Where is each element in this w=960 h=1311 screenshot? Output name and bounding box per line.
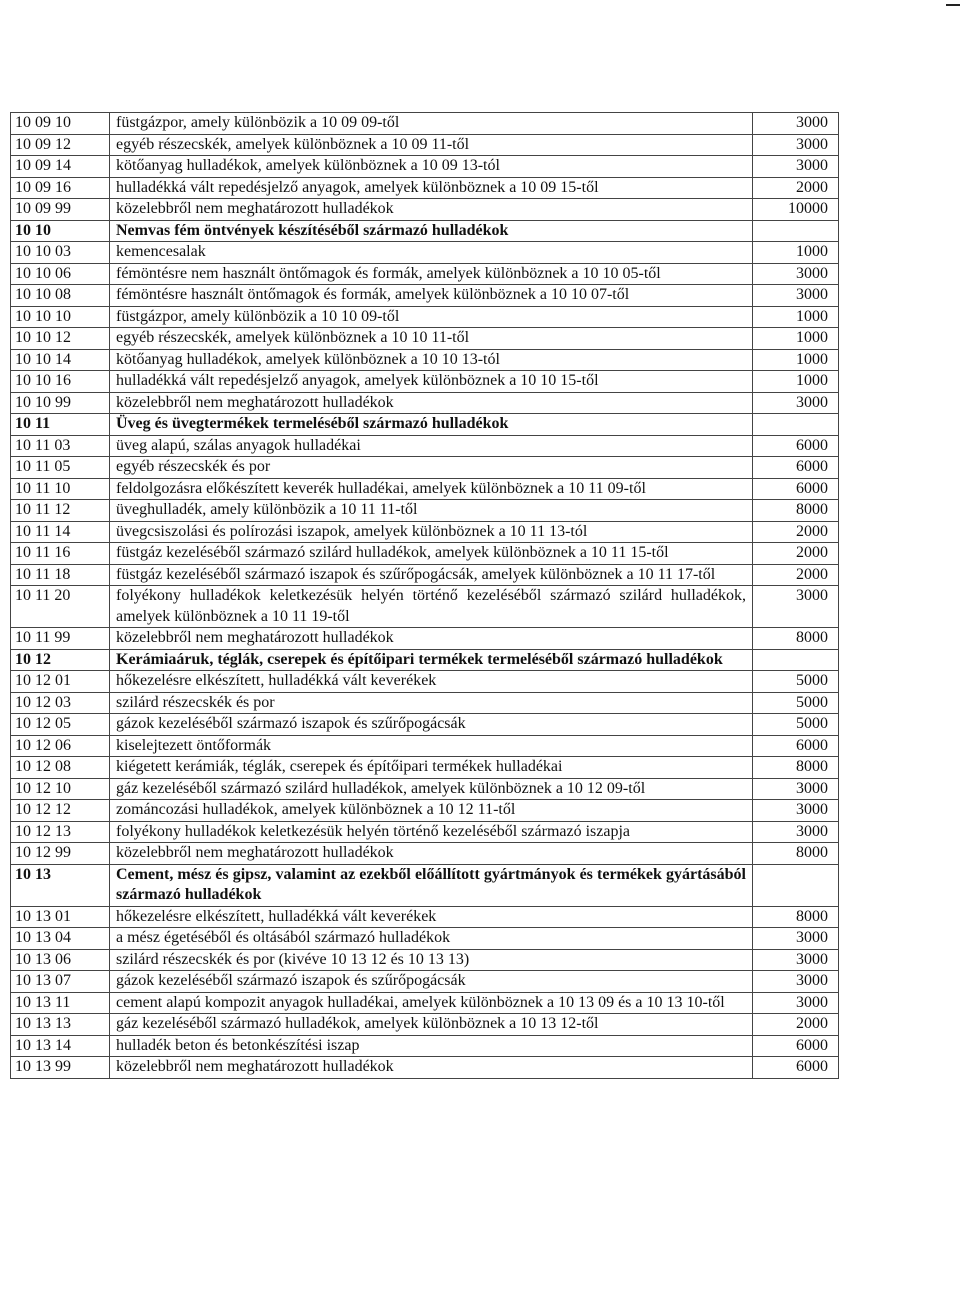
quantity-cell: 6000 — [753, 1035, 839, 1057]
waste-code-cell: 10 12 13 — [11, 821, 110, 843]
description-cell: közelebbről nem meghatározott hulladékok — [110, 199, 753, 221]
waste-code-cell: 10 09 10 — [11, 113, 110, 135]
waste-code-cell: 10 11 16 — [11, 543, 110, 565]
waste-code-cell: 10 13 99 — [11, 1057, 110, 1079]
table-row — [11, 306, 839, 328]
table-row — [11, 521, 839, 543]
table-row — [11, 714, 839, 736]
description-cell: feldolgozásra előkészített keverék hulladékai, amelyek különböznek a 10 11 09-től — [110, 478, 753, 500]
waste-code-cell: 10 10 08 — [11, 285, 110, 307]
quantity-cell: 8000 — [753, 906, 839, 928]
table-row — [11, 971, 839, 993]
waste-code-cell: 10 13 06 — [11, 949, 110, 971]
quantity-cell: 1000 — [753, 371, 839, 393]
quantity-cell: 6000 — [753, 478, 839, 500]
description-cell: gázok kezeléséből származó iszapok és szűrőpogácsák — [110, 971, 753, 993]
waste-code-cell: 10 09 99 — [11, 199, 110, 221]
quantity-cell: 6000 — [753, 435, 839, 457]
description-cell: gáz kezeléséből származó szilárd hulladékok, amelyek különböznek a 10 12 09-től — [110, 778, 753, 800]
waste-code-cell: 10 12 06 — [11, 735, 110, 757]
description-cell: folyékony hulladékok keletkezésük helyén történő kezeléséből származó szilárd hulladékok, amelyek különböznek a 10 11 19-től — [110, 586, 753, 628]
description-cell: közelebbről nem meghatározott hulladékok — [110, 1057, 753, 1079]
waste-code-cell: 10 09 12 — [11, 134, 110, 156]
description-cell: zománcozási hulladékok, amelyek különböznek a 10 12 11-től — [110, 800, 753, 822]
table-row — [11, 371, 839, 393]
waste-code-cell: 10 13 01 — [11, 906, 110, 928]
table-row — [11, 800, 839, 822]
table-row — [11, 1014, 839, 1036]
description-cell: egyéb részecskék, amelyek különböznek a 10 10 11-től — [110, 328, 753, 350]
quantity-cell: 1000 — [753, 242, 839, 264]
description-cell: hőkezelésre elkészített, hulladékká vált keverékek — [110, 671, 753, 693]
description-cell: a mész égetéséből és oltásából származó hulladékok — [110, 928, 753, 950]
table-row — [11, 692, 839, 714]
quantity-cell: 3000 — [753, 778, 839, 800]
quantity-cell: 3000 — [753, 263, 839, 285]
waste-code-cell: 10 12 03 — [11, 692, 110, 714]
description-cell: füstgáz kezeléséből származó iszapok és szűrőpogácsák, amelyek különböznek a 10 11 17-től — [110, 564, 753, 586]
quantity-cell: 3000 — [753, 971, 839, 993]
waste-code-cell: 10 10 — [11, 220, 110, 242]
quantity-cell: 6000 — [753, 457, 839, 479]
quantity-cell: 5000 — [753, 714, 839, 736]
quantity-cell: 2000 — [753, 1014, 839, 1036]
description-cell: hulladékká vált repedésjelző anyagok, amelyek különböznek a 10 10 15-től — [110, 371, 753, 393]
description-cell: kemencesalak — [110, 242, 753, 264]
waste-code-cell: 10 10 16 — [11, 371, 110, 393]
description-cell: közelebbről nem meghatározott hulladékok — [110, 392, 753, 414]
table-row — [11, 778, 839, 800]
table-row — [11, 671, 839, 693]
quantity-cell — [753, 414, 839, 436]
quantity-cell: 2000 — [753, 521, 839, 543]
waste-code-cell: 10 11 — [11, 414, 110, 436]
quantity-cell: 3000 — [753, 949, 839, 971]
table-row — [11, 263, 839, 285]
waste-code-table — [10, 112, 839, 1079]
table-row — [11, 328, 839, 350]
table-row — [11, 199, 839, 221]
quantity-cell: 5000 — [753, 692, 839, 714]
table-row — [11, 564, 839, 586]
section-header-row — [11, 220, 839, 242]
quantity-cell — [753, 649, 839, 671]
quantity-cell: 2000 — [753, 543, 839, 565]
table-row — [11, 757, 839, 779]
table-row — [11, 156, 839, 178]
table-row — [11, 177, 839, 199]
waste-code-cell: 10 13 04 — [11, 928, 110, 950]
quantity-cell: 10000 — [753, 199, 839, 221]
page-corner-mark — [946, 4, 960, 6]
description-cell: füstgázpor, amely különbözik a 10 10 09-től — [110, 306, 753, 328]
waste-code-cell: 10 12 99 — [11, 843, 110, 865]
waste-code-cell: 10 11 12 — [11, 500, 110, 522]
quantity-cell: 8000 — [753, 500, 839, 522]
table-row — [11, 478, 839, 500]
quantity-cell: 3000 — [753, 586, 839, 628]
quantity-cell: 8000 — [753, 628, 839, 650]
description-cell: Cement, mész és gipsz, valamint az ezekből előállított gyártmányok és termékek gyártásából származó hulladékok — [110, 864, 753, 906]
description-cell: Kerámiaáruk, téglák, cserepek és építőipari termékek termeléséből származó hulladékok — [110, 649, 753, 671]
waste-code-cell: 10 12 10 — [11, 778, 110, 800]
description-cell: gázok kezeléséből származó iszapok és szűrőpogácsák — [110, 714, 753, 736]
waste-code-cell: 10 11 99 — [11, 628, 110, 650]
section-header-row — [11, 864, 839, 906]
quantity-cell: 8000 — [753, 843, 839, 865]
description-cell: fémöntésre nem használt öntőmagok és formák, amelyek különböznek a 10 10 05-től — [110, 263, 753, 285]
description-cell: üveg alapú, szálas anyagok hulladékai — [110, 435, 753, 457]
table-row — [11, 285, 839, 307]
description-cell: egyéb részecskék és por — [110, 457, 753, 479]
table-row — [11, 134, 839, 156]
quantity-cell: 3000 — [753, 113, 839, 135]
waste-code-cell: 10 11 10 — [11, 478, 110, 500]
waste-code-cell: 10 11 20 — [11, 586, 110, 628]
waste-code-cell: 10 12 — [11, 649, 110, 671]
table-row — [11, 113, 839, 135]
description-cell: szilárd részecskék és por — [110, 692, 753, 714]
description-cell: Nemvas fém öntvények készítéséből származó hulladékok — [110, 220, 753, 242]
waste-code-cell: 10 12 12 — [11, 800, 110, 822]
description-cell: kiégetett kerámiák, téglák, cserepek és építőipari termékek hulladékai — [110, 757, 753, 779]
description-cell: folyékony hulladékok keletkezésük helyén történő kezeléséből származó iszapja — [110, 821, 753, 843]
description-cell: kiselejtezett öntőformák — [110, 735, 753, 757]
table-row — [11, 928, 839, 950]
description-cell: hulladék beton és betonkészítési iszap — [110, 1035, 753, 1057]
quantity-cell — [753, 864, 839, 906]
description-cell: fémöntésre használt öntőmagok és formák, amelyek különböznek a 10 10 07-től — [110, 285, 753, 307]
waste-code-cell: 10 11 18 — [11, 564, 110, 586]
quantity-cell: 1000 — [753, 306, 839, 328]
waste-code-cell: 10 10 12 — [11, 328, 110, 350]
waste-code-cell: 10 10 06 — [11, 263, 110, 285]
quantity-cell: 1000 — [753, 328, 839, 350]
description-cell: kötőanyag hulladékok, amelyek különböznek a 10 10 13-tól — [110, 349, 753, 371]
description-cell: közelebbről nem meghatározott hulladékok — [110, 843, 753, 865]
waste-code-cell: 10 13 — [11, 864, 110, 906]
waste-code-cell: 10 13 14 — [11, 1035, 110, 1057]
quantity-cell: 2000 — [753, 177, 839, 199]
quantity-cell: 6000 — [753, 1057, 839, 1079]
waste-code-cell: 10 11 05 — [11, 457, 110, 479]
quantity-cell: 5000 — [753, 671, 839, 693]
waste-code-cell: 10 11 14 — [11, 521, 110, 543]
description-cell: füstgáz kezeléséből származó szilárd hulladékok, amelyek különböznek a 10 11 15-től — [110, 543, 753, 565]
table-row — [11, 392, 839, 414]
waste-code-cell: 10 12 08 — [11, 757, 110, 779]
section-header-row — [11, 414, 839, 436]
waste-code-cell: 10 13 11 — [11, 992, 110, 1014]
table-row — [11, 457, 839, 479]
description-cell: kötőanyag hulladékok, amelyek különböznek a 10 09 13-tól — [110, 156, 753, 178]
table-row — [11, 906, 839, 928]
waste-code-cell: 10 10 14 — [11, 349, 110, 371]
waste-code-cell: 10 13 13 — [11, 1014, 110, 1036]
quantity-cell: 3000 — [753, 285, 839, 307]
description-cell: egyéb részecskék, amelyek különböznek a 10 09 11-től — [110, 134, 753, 156]
quantity-cell: 1000 — [753, 349, 839, 371]
description-cell: hőkezelésre elkészített, hulladékká vált keverékek — [110, 906, 753, 928]
description-cell: füstgázpor, amely különbözik a 10 09 09-től — [110, 113, 753, 135]
quantity-cell: 3000 — [753, 821, 839, 843]
waste-code-cell: 10 13 07 — [11, 971, 110, 993]
table-row — [11, 735, 839, 757]
section-header-row — [11, 649, 839, 671]
waste-code-cell: 10 11 03 — [11, 435, 110, 457]
table-row — [11, 543, 839, 565]
waste-code-cell: 10 09 14 — [11, 156, 110, 178]
description-cell: hulladékká vált repedésjelző anyagok, amelyek különböznek a 10 09 15-től — [110, 177, 753, 199]
quantity-cell: 3000 — [753, 928, 839, 950]
table-row — [11, 586, 839, 628]
description-cell: szilárd részecskék és por (kivéve 10 13 12 és 10 13 13) — [110, 949, 753, 971]
waste-code-cell: 10 10 99 — [11, 392, 110, 414]
quantity-cell: 3000 — [753, 992, 839, 1014]
quantity-cell: 3000 — [753, 800, 839, 822]
quantity-cell: 3000 — [753, 392, 839, 414]
table-row — [11, 435, 839, 457]
description-cell: cement alapú kompozit anyagok hulladékai, amelyek különböznek a 10 13 09 és a 10 13 10-től — [110, 992, 753, 1014]
waste-code-cell: 10 10 03 — [11, 242, 110, 264]
waste-code-cell: 10 12 05 — [11, 714, 110, 736]
table-row — [11, 242, 839, 264]
description-cell: gáz kezeléséből származó hulladékok, amelyek különböznek a 10 13 12-től — [110, 1014, 753, 1036]
table-row — [11, 821, 839, 843]
quantity-cell: 3000 — [753, 134, 839, 156]
table-row — [11, 500, 839, 522]
table-row — [11, 349, 839, 371]
description-cell: üvegcsiszolási és polírozási iszapok, amelyek különböznek a 10 11 13-tól — [110, 521, 753, 543]
waste-code-cell: 10 10 10 — [11, 306, 110, 328]
table-row — [11, 628, 839, 650]
quantity-cell: 2000 — [753, 564, 839, 586]
table-row — [11, 843, 839, 865]
table-row — [11, 1057, 839, 1079]
description-cell: üveghulladék, amely különbözik a 10 11 11-től — [110, 500, 753, 522]
waste-code-cell: 10 09 16 — [11, 177, 110, 199]
quantity-cell — [753, 220, 839, 242]
waste-code-table-body — [11, 113, 839, 1079]
description-cell: Üveg és üvegtermékek termeléséből származó hulladékok — [110, 414, 753, 436]
table-row — [11, 1035, 839, 1057]
table-row — [11, 992, 839, 1014]
quantity-cell: 6000 — [753, 735, 839, 757]
quantity-cell: 3000 — [753, 156, 839, 178]
table-row — [11, 949, 839, 971]
description-cell: közelebbről nem meghatározott hulladékok — [110, 628, 753, 650]
waste-code-cell: 10 12 01 — [11, 671, 110, 693]
quantity-cell: 8000 — [753, 757, 839, 779]
